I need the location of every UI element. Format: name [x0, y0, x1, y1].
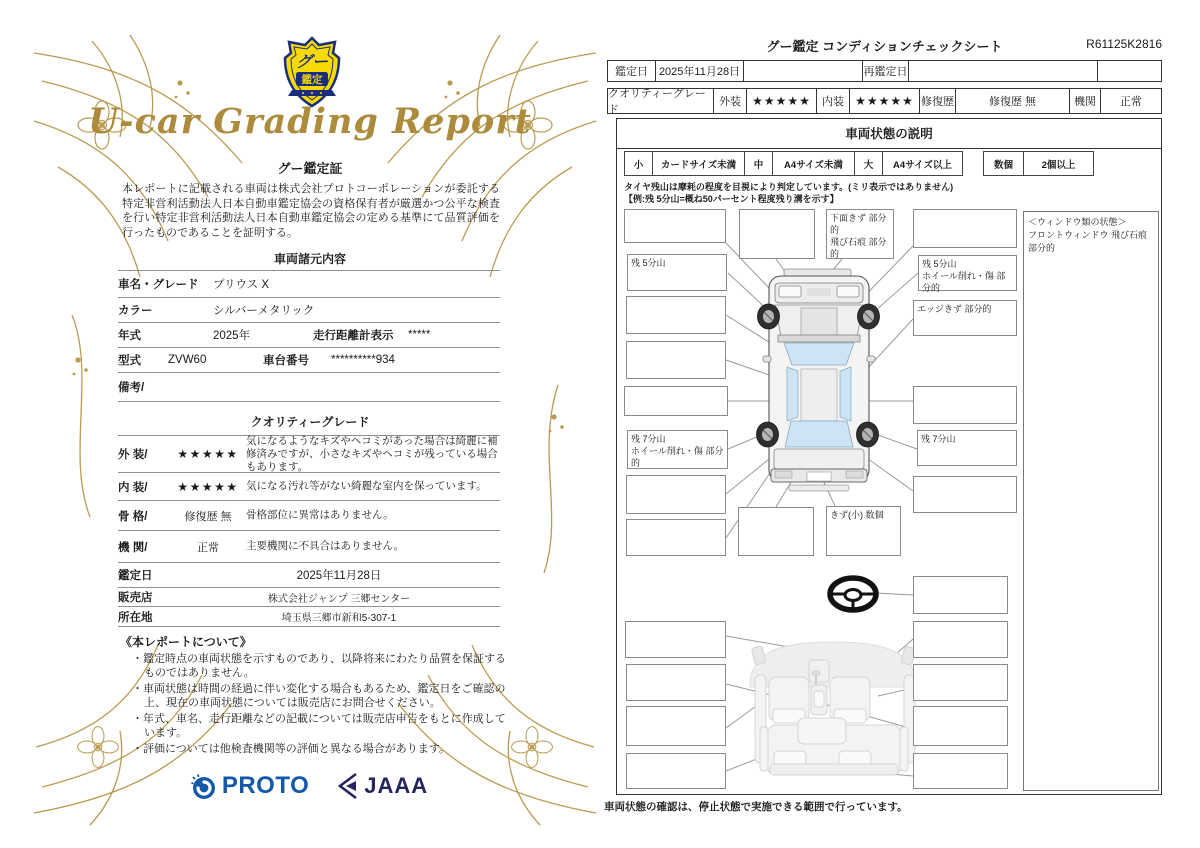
note-item: ・ 鑑定時点の車両状態を示すものであり、以降将来にわたり品質を保証するものではありません。 — [120, 652, 512, 680]
annotation-box-tire-front-left: 残 5分山 — [627, 254, 727, 291]
grade-row-interior — [118, 472, 500, 500]
annotation-box — [913, 753, 1008, 789]
grade-exterior-desc: 気になるようなキズやヘコミがあった場合は綺麗に補修済みですが、小さなキズやヘコミが残っている場合もあります。 — [246, 434, 498, 473]
redate-value-cell — [909, 61, 1098, 81]
proto-logo-text: PROTO — [221, 772, 310, 799]
annotation-box — [913, 621, 1008, 658]
spec-color-value: シルバーメタリック — [213, 305, 315, 317]
vehicle-spec-table — [118, 270, 500, 402]
condition-section-title: 車両状態の説明 — [617, 119, 1161, 149]
legend-small-key: 小 — [625, 152, 653, 175]
repair-value-cell: 修復歴 無 — [956, 89, 1070, 113]
publisher-logos — [118, 772, 500, 800]
grade-exterior-label: 外 装/ — [118, 449, 148, 461]
annotation-box — [913, 706, 1008, 746]
meta-row-location — [118, 606, 500, 627]
annotation-box — [626, 664, 726, 701]
grade-exterior-stars: ★★★★★ — [177, 447, 239, 461]
interior-stars-cell: ★★★★★ — [850, 89, 920, 113]
annotation-box — [739, 209, 815, 259]
annotation-box — [913, 664, 1008, 701]
spec-chassis-label: 車台番号 — [263, 355, 309, 367]
notes-title: 《本レポートについて》 — [120, 635, 252, 649]
window-status-box — [1023, 211, 1159, 791]
note-item: ・ 車両状態は時間の経過に伴い変化する場合もあるため、鑑定日をご確認の上、現在の車両状態については販売店にお問合せください。 — [120, 682, 512, 710]
empty-cell — [1098, 61, 1161, 81]
annotation-box — [626, 341, 726, 379]
spec-remarks-label: 備考/ — [118, 382, 145, 394]
annotation-box — [626, 296, 726, 334]
report-notes — [120, 633, 512, 756]
legend-large-key: 大 — [855, 152, 883, 175]
goo-kantei-shield-badge — [283, 36, 341, 108]
car-topview-drawing — [757, 269, 880, 491]
grade-interior-stars: ★★★★★ — [177, 479, 239, 494]
grade-frame-label: 骨 格/ — [118, 510, 148, 523]
legend-count-value: 2個以上 — [1041, 159, 1076, 171]
spec-row-year — [118, 322, 500, 347]
exterior-label-cell: 外装 — [714, 89, 747, 113]
appraisal-date-table — [607, 60, 1162, 82]
spec-odo-value: ***** — [408, 329, 431, 341]
date-label-cell: 鑑定日 — [608, 61, 656, 81]
legend-large-value: A4サイズ以上 — [893, 159, 952, 171]
annotation-box-tire-rear-right: 残 7分山 — [917, 430, 1017, 466]
jaaa-logo — [337, 772, 428, 800]
meta-row-dealer — [118, 587, 500, 606]
spec-row-remarks — [118, 372, 500, 402]
spec-color-label: カラー — [118, 305, 153, 317]
spec-year-label: 年式 — [118, 330, 141, 342]
grade-interior-label: 内 装/ — [118, 481, 148, 494]
legend-small-value: カードサイズ未満 — [653, 152, 745, 175]
location-value: 埼玉県三郷市新和5-307-1 — [281, 613, 397, 624]
grade-row-exterior — [118, 435, 500, 472]
proto-logo — [190, 772, 309, 800]
annotation-box-underside: 下面きず 部分的 飛び石痕 部分的 — [826, 209, 894, 259]
legend-count-key: 数個 — [984, 152, 1024, 175]
grade-engine-label: 機 関/ — [118, 541, 148, 554]
grade-row-label: クオリティーグレード — [608, 89, 714, 113]
dealer-value: 株式会社ジャンプ 三郷センター — [267, 593, 411, 605]
note-item: ・ 年式、車名、走行距離などの記載については販売店申告をもとに作成しています。 — [120, 712, 512, 740]
grading-certificate-page — [30, 25, 600, 840]
car-interior-drawing — [750, 642, 916, 775]
spec-model-value: ZVW60 — [168, 354, 207, 366]
jaaa-logo-text: JAAA — [364, 773, 429, 798]
quality-grade-table — [118, 435, 500, 627]
annotation-box — [626, 706, 726, 746]
grade-row-frame — [118, 500, 500, 530]
grade-row-engine — [118, 530, 500, 562]
spec-row-name — [118, 270, 500, 297]
spec-year-value: 2025年 — [213, 330, 251, 342]
spec-row-color — [118, 297, 500, 322]
grade-frame-desc: 骨格部位に異常はありません。 — [246, 509, 394, 521]
annotation-box-small-scratch: きず(小) 数個 — [826, 506, 901, 556]
redate-label-cell: 再鑑定日 — [863, 61, 909, 81]
badge-goo-text: グー — [295, 54, 329, 71]
spec-chassis-value: **********934 — [331, 354, 395, 366]
legend-mid-value: A4サイズ未満 — [773, 152, 855, 175]
annotation-box — [913, 386, 1017, 424]
check-sheet-title: グー鑑定 コンディションチェックシート — [766, 39, 1003, 54]
legend-mid-key: 中 — [745, 152, 773, 175]
dealer-label: 販売店 — [118, 592, 153, 604]
spec-row-model — [118, 347, 500, 372]
exterior-stars-cell: ★★★★★ — [747, 89, 817, 113]
jaaa-logo-icon — [337, 772, 359, 800]
spec-odo-label: 走行距離計表示 — [313, 330, 394, 342]
annotation-box — [624, 209, 726, 243]
annotation-box — [626, 475, 726, 514]
note-item: ・ 評価については他検査機関等の評価と異なる場合があります。 — [120, 742, 512, 756]
report-number: R61125K2816 — [1086, 37, 1162, 51]
location-label: 所在地 — [118, 611, 153, 624]
badge-kantei-text: 鑑定 — [301, 74, 323, 86]
annotation-box — [913, 476, 1017, 513]
spec-name-value: プリウス X — [213, 279, 270, 291]
grade-engine-desc: 主要機関に不具合はありません。 — [246, 540, 405, 552]
appraisal-date-value: 2025年11月28日 — [296, 570, 382, 582]
spec-model-label: 型式 — [118, 355, 141, 367]
check-sheet-footer-note: 車両状態の確認は、停止状態で実施できる範囲で行っています。 — [604, 801, 908, 813]
annotation-box — [738, 507, 814, 556]
engine-label-cell: 機関 — [1070, 89, 1101, 113]
date-value-cell: 2025年11月28日 — [656, 61, 744, 81]
annotation-box — [624, 386, 728, 416]
appraisal-date-label: 鑑定日 — [118, 570, 153, 582]
report-script-title: U-car Grading Report — [88, 101, 532, 142]
window-status-line: フロントウィンドウ 飛び石痕 部分的 — [1028, 230, 1147, 253]
annotation-box — [626, 753, 726, 789]
engine-value-cell: 正常 — [1120, 96, 1142, 108]
tire-note-line1: タイヤ残山は摩耗の程度を目視により判定しています。(ミリ表示ではありません) — [624, 182, 954, 192]
window-status-title: ＜ウィンドウ類の状態＞ — [1028, 217, 1127, 227]
empty-cell — [744, 61, 863, 81]
proto-logo-icon — [190, 773, 217, 800]
annotation-box — [913, 209, 1017, 248]
quality-grade-row-table — [607, 88, 1162, 114]
spec-name-label: 車名・グレード — [118, 279, 199, 291]
certificate-subtitle: グー鑑定証 — [277, 161, 343, 176]
annotation-box — [626, 519, 726, 556]
grade-frame-value: 修復歴 無 — [184, 510, 232, 523]
annotation-box-tire-rear-left: 残 7分山 ホイール削れ・傷 部分的 — [627, 430, 728, 469]
annotation-box-tire-front-right: 残 5分山 ホイール削れ・傷 部分的 — [918, 255, 1017, 291]
spec-section-title: 車両諸元内容 — [273, 252, 346, 266]
repair-label-cell: 修復歴 — [920, 89, 956, 113]
steering-wheel-icon — [830, 578, 876, 610]
annotation-box — [625, 621, 726, 658]
interior-label-cell: 内装 — [817, 89, 850, 113]
grade-engine-value: 正常 — [197, 541, 219, 554]
condition-check-sheet-page — [600, 28, 1170, 833]
vehicle-condition-box — [616, 118, 1162, 795]
annotation-box-edge-scratch: エッジきず 部分的 — [913, 300, 1017, 336]
certificate-intro-text: 本レポートに記載される車両は株式会社プロトコーポレーションが委託する特定非営利活動法人日本自動車鑑定協会の資格保有者が厳選かつ公平な検査を行い特定非営利活動法人日本自動車鑑定協会の定める基準にて品質評価を行ったものであることを証明する。 — [122, 183, 500, 239]
grade-section-title: クオリティーグレード — [250, 415, 370, 429]
grade-interior-desc: 気になる汚れ等がない綺麗な室内を保っています。 — [246, 480, 487, 492]
tire-note-line2: 【例:残 5分山=概ね50パーセント程度残り溝を示す】 — [624, 193, 839, 204]
annotation-box — [913, 576, 1008, 614]
meta-row-appraisal-date — [118, 562, 500, 587]
